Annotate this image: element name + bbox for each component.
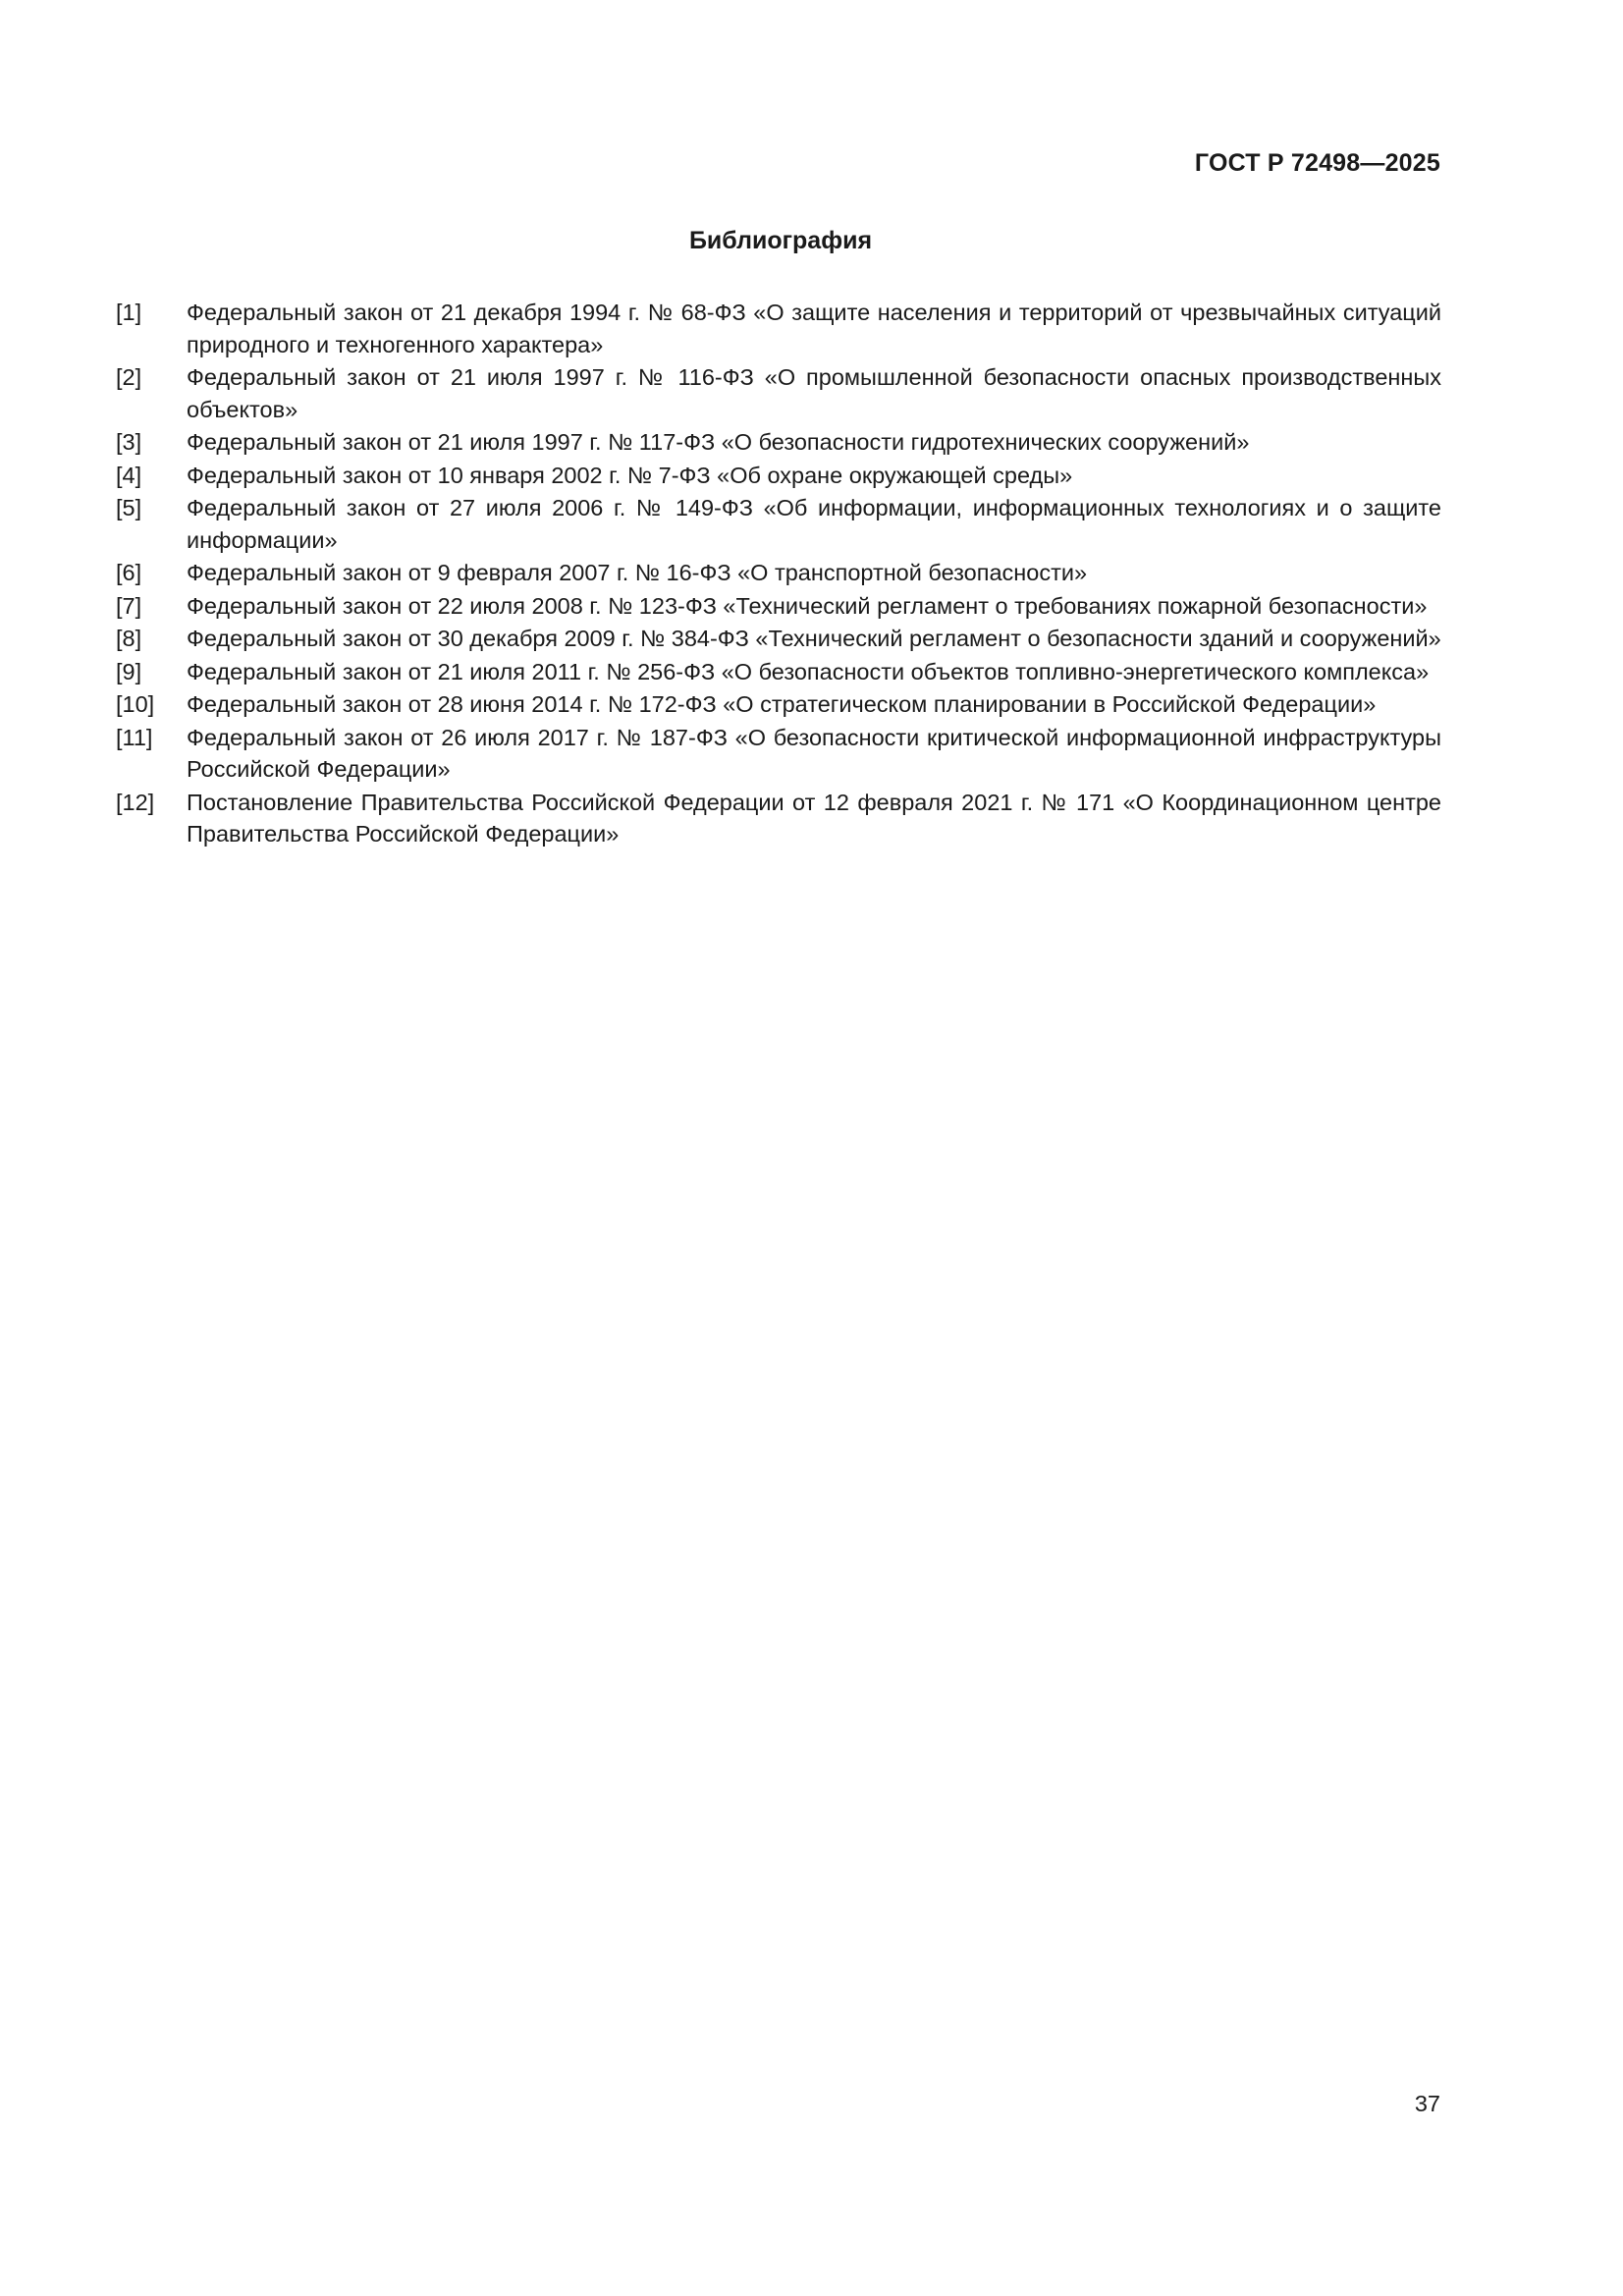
bibliography-item [116,557,1441,589]
bibliography-item [116,460,1441,492]
reference-number: [8] [116,626,142,651]
reference-text: Федеральный закон от 9 февраля 2007 г. № 16-ФЗ «О транспортной безопасности» [187,560,1088,585]
bibliography-list [116,297,1441,851]
reference-text: Федеральный закон от 21 июля 2011 г. № 256-ФЗ «О безопасности объектов топливно-энергетического комплекса» [187,658,1430,684]
reference-number: [2] [116,364,142,390]
reference-number: [11] [116,724,153,750]
bibliography-item [116,787,1441,850]
page-number: 37 [1414,2091,1440,2116]
section-title: Библиография [688,227,873,254]
bibliography-item [116,722,1441,786]
bibliography-item [116,361,1441,425]
reference-text: Федеральный закон от 21 июля 1997 г. № 117-ФЗ «О безопасности гидротехнических сооружений» [187,429,1250,455]
reference-text: Федеральный закон от 21 декабря 1994 г. № 68-ФЗ «О защите населения и территорий от чрезвычайных ситуаций природного и техногенного характера» [187,300,1441,357]
bibliography-item [116,656,1441,688]
bibliography-item [116,623,1441,655]
bibliography-item [116,590,1441,623]
bibliography-item [116,297,1441,360]
bibliography-item [116,492,1441,556]
reference-text: Федеральный закон от 10 января 2002 г. № 7-ФЗ «Об охране окружающей среды» [187,462,1073,488]
reference-number: [9] [116,658,142,684]
reference-text: Федеральный закон от 28 июня 2014 г. № 172-ФЗ «О стратегическом планировании в Российской Федерации» [187,691,1377,717]
reference-text: Постановление Правительства Российской Федерации от 12 февраля 2021 г. № 171 «О Координационном центре Правительства Российской Федерации» [187,789,1441,847]
reference-text: Федеральный закон от 27 июля 2006 г. № 149-ФЗ «Об информации, информационных технологиях и о защите информации» [187,495,1441,553]
reference-number: [4] [116,462,142,488]
reference-text: Федеральный закон от 30 декабря 2009 г. № 384-ФЗ «Технический регламент о безопасности зданий и сооружений» [187,626,1441,651]
reference-text: Федеральный закон от 22 июля 2008 г. № 123-ФЗ «Технический регламент о требованиях пожарной безопасности» [187,592,1428,619]
reference-number: [3] [116,429,142,455]
reference-number: [7] [116,592,142,619]
reference-number: [5] [116,495,142,520]
reference-number: [6] [116,560,142,585]
reference-text: Федеральный закон от 21 июля 1997 г. № 116-ФЗ «О промышленной безопасности опасных производственных объектов» [187,364,1441,422]
document-code-header: ГОСТ Р 72498—2025 [1194,149,1440,177]
reference-number: [1] [116,300,142,325]
reference-number: [12] [116,789,155,815]
reference-text: Федеральный закон от 26 июля 2017 г. № 187-ФЗ «О безопасности критической информационной инфраструктуры Российской Федерации» [187,724,1441,782]
reference-number: [10] [116,691,155,717]
bibliography-item [116,688,1441,721]
bibliography-item [116,426,1441,459]
